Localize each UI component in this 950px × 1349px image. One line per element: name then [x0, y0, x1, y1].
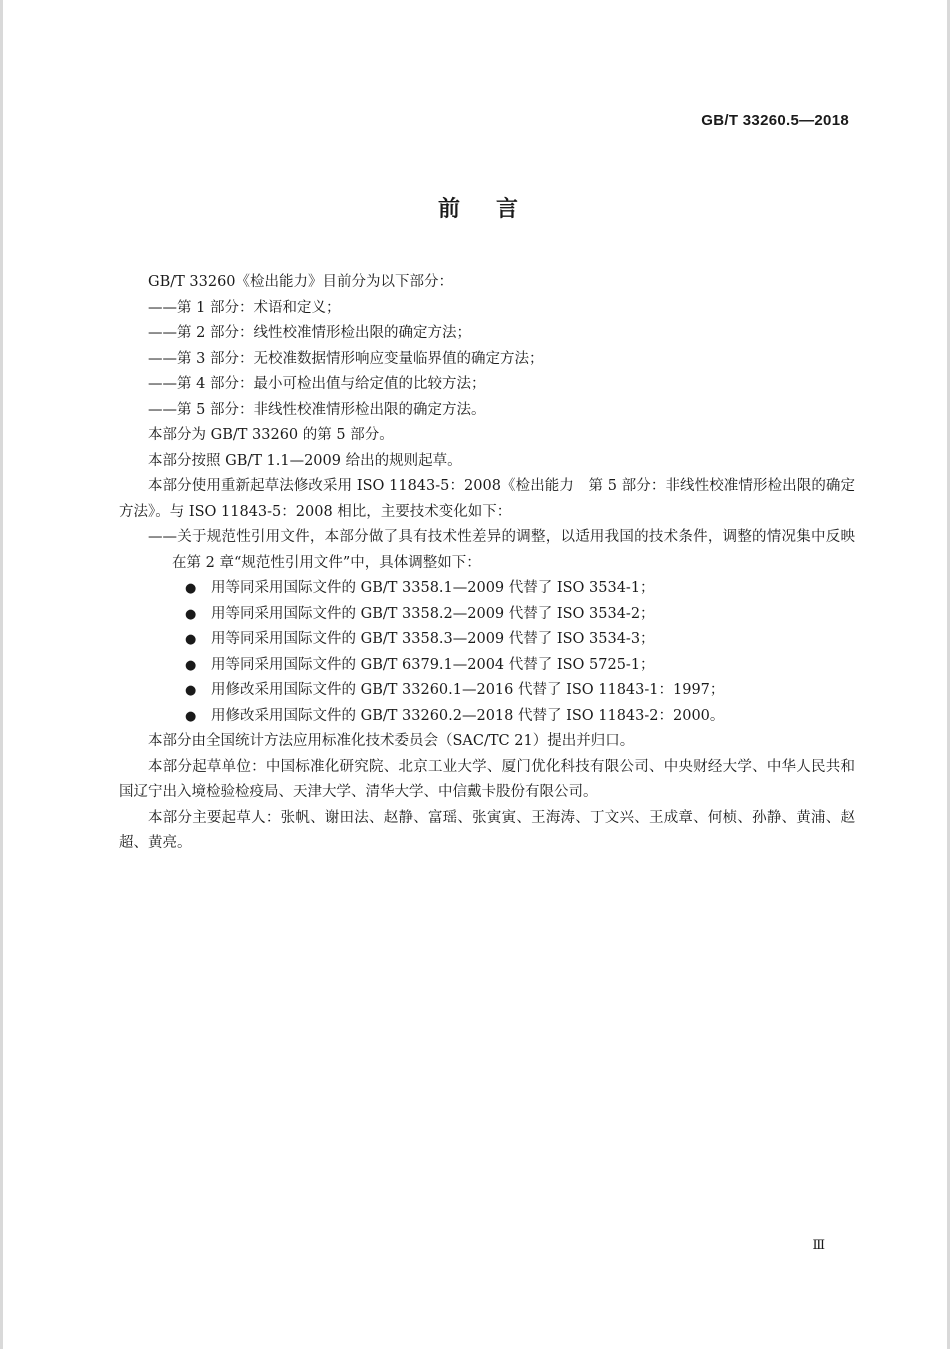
drafting-units-paragraph: 本部分起草单位：中国标准化研究院、北京工业大学、厦门优化科技有限公司、中央财经大学、中华人民共和国辽宁出入境检验检疫局、天津大学、清华大学、中信戴卡股份有限公司。: [119, 758, 855, 800]
list-item-text: 用等同采用国际文件的 GB/T 6379.1—2004 代替了 ISO 5725-1；: [211, 656, 655, 673]
part-item: ——第 2 部分：线性校准情形检出限的确定方法；: [148, 325, 471, 341]
bullet-icon: ●: [185, 632, 197, 647]
proposer-paragraph: 本部分由全国统计方法应用标准化技术委员会（SAC/TC 21）提出并归口。: [148, 733, 635, 749]
drafting-rules-paragraph: 本部分按照 GB/T 1.1—2009 给出的规则起草。: [148, 452, 462, 469]
list-item-text: 用修改采用国际文件的 GB/T 33260.1—2016 代替了 ISO 11843-1：1997；: [211, 682, 725, 698]
intro-paragraph: GB/T 33260《检出能力》目前分为以下部分：: [148, 274, 454, 290]
bullet-icon: ●: [185, 581, 197, 596]
page-title: 前言: [437, 197, 554, 222]
drafters-paragraph: 本部分主要起草人：张帆、谢田法、赵静、富瑶、张寅寅、王海涛、丁文兴、王成章、何桢、孙静、黄浦、赵超、黄亮。: [119, 809, 855, 851]
list-item: [119, 576, 855, 602]
standard-number: GB/T 33260.5—2018: [701, 112, 849, 129]
list-item-text: 用等同采用国际文件的 GB/T 3358.3—2009 代替了 ISO 3534-3；: [211, 631, 655, 647]
bullet-icon: ●: [185, 606, 197, 622]
list-item-text: 用等同采用国际文件的 GB/T 3358.2—2009 代替了 ISO 3534-2；: [211, 605, 655, 622]
list-item: [119, 704, 855, 730]
this-part-paragraph: 本部分为 GB/T 33260 的第 5 部分。: [148, 427, 394, 443]
list-item-text: 用等同采用国际文件的 GB/T 3358.1—2009 代替了 ISO 3534-1；: [211, 580, 655, 596]
part-item: ——第 3 部分：无校准数据情形响应变量临界值的确定方法；: [148, 350, 544, 367]
page-number: Ⅲ: [812, 1238, 825, 1253]
part-item: ——第 1 部分：术语和定义；: [148, 299, 341, 316]
change-intro-paragraph: ——关于规范性引用文件，本部分做了具有技术性差异的调整，以适用我国的技术条件，调整的情况集中反映在第 2 章“规范性引用文件”中，具体调整如下：: [148, 529, 855, 571]
bullet-icon: ●: [185, 683, 197, 698]
bullet-icon: ●: [185, 657, 197, 673]
list-item: [119, 678, 855, 704]
changes-list: [119, 576, 855, 729]
list-item: [119, 627, 855, 653]
preface-body: [119, 270, 855, 857]
list-item: [119, 602, 855, 628]
bullet-icon: ●: [185, 708, 197, 724]
modification-paragraph: 本部分使用重新起草法修改采用 ISO 11843-5：2008《检出能力 第 5 部分：非线性校准情形检出限的确定方法》。与 ISO 11843-5：2008 相比，主要技术变化如下：: [119, 478, 855, 520]
part-item: ——第 5 部分：非线性校准情形检出限的确定方法。: [148, 401, 486, 418]
list-item-text: 用修改采用国际文件的 GB/T 33260.2—2018 代替了 ISO 11843-2：2000。: [211, 707, 725, 724]
list-item: [119, 653, 855, 679]
part-item: ——第 4 部分：最小可检出值与给定值的比较方法；: [148, 376, 486, 392]
